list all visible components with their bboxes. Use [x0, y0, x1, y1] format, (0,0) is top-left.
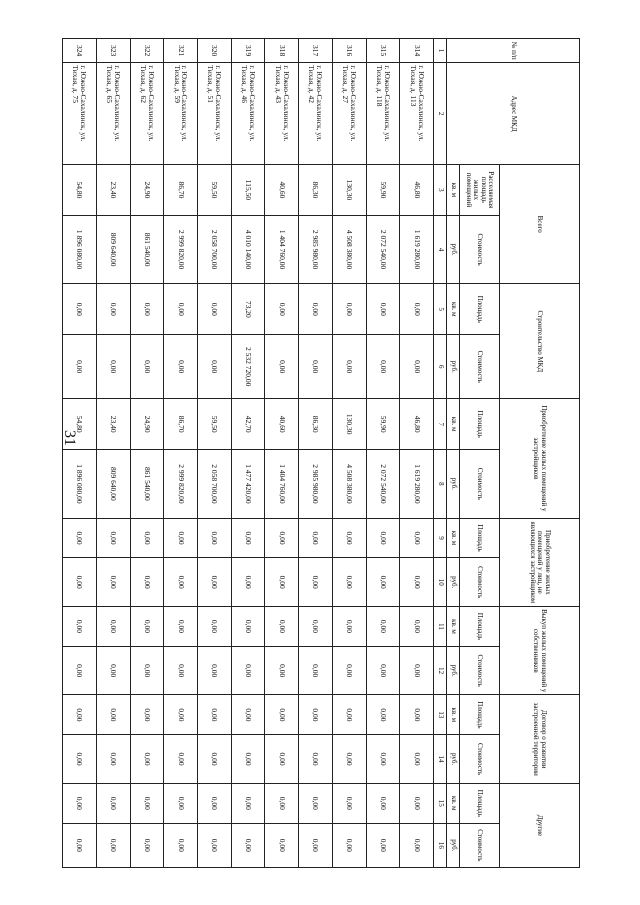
table-row: [400, 39, 434, 868]
other-area-cell: 0,00: [63, 783, 97, 823]
buyout-cost-cell: 0,00: [332, 646, 366, 695]
other-area-cell: 0,00: [366, 783, 400, 823]
row-number: 317: [299, 39, 333, 63]
unit-area: кв. м: [447, 518, 460, 558]
other-area-cell: 0,00: [265, 783, 299, 823]
column-number-row: [434, 39, 447, 868]
buyout-cost-cell: 0,00: [265, 646, 299, 695]
total-area-cell: 24,90: [130, 164, 164, 215]
row-number: 323: [96, 39, 130, 63]
other-area-cell: 0,00: [197, 783, 231, 823]
construction-cost-cell: 0,00: [366, 335, 400, 399]
dev-contract-cost-cell: 0,00: [400, 735, 434, 784]
table-row: [265, 39, 299, 868]
header-cost: Стоимость: [460, 646, 500, 695]
acquisition-cost-cell: 809 640,00: [96, 450, 130, 519]
table-row: [130, 39, 164, 868]
construction-cost-cell: 0,00: [299, 335, 333, 399]
acquisition-cost-cell: 2 072 540,00: [366, 450, 400, 519]
unit-area: кв. м: [447, 164, 460, 215]
header-cost: Стоимость: [460, 335, 500, 399]
other-cost-cell: 0,00: [130, 823, 164, 867]
header-address: Адрес МКД: [447, 63, 580, 165]
dev-contract-area-cell: 0,00: [96, 695, 130, 735]
construction-area-cell: 0,00: [197, 284, 231, 335]
other-cost-cell: 0,00: [197, 823, 231, 867]
other-cost-cell: 0,00: [63, 823, 97, 867]
buyout-cost-cell: 0,00: [63, 646, 97, 695]
other-area-cell: 0,00: [231, 783, 265, 823]
header-area: Площадь: [460, 783, 500, 823]
acquisition-area-cell: 40,60: [265, 399, 299, 450]
table-row: [332, 39, 366, 868]
total-area-cell: 59,50: [197, 164, 231, 215]
acq-non-dev-cost-cell: 0,00: [299, 558, 333, 607]
unit-area: кв. м: [447, 399, 460, 450]
other-cost-cell: 0,00: [299, 823, 333, 867]
total-cost-cell: 809 640,00: [96, 215, 130, 284]
construction-cost-cell: 0,00: [96, 335, 130, 399]
total-cost-cell: 2 999 820,00: [164, 215, 198, 284]
dev-contract-area-cell: 0,00: [231, 695, 265, 735]
buyout-area-cell: 0,00: [197, 607, 231, 647]
row-number: 314: [400, 39, 434, 63]
unit-cost: руб.: [447, 558, 460, 607]
other-cost-cell: 0,00: [96, 823, 130, 867]
buyout-area-cell: 0,00: [96, 607, 130, 647]
construction-area-cell: 0,00: [332, 284, 366, 335]
table-row: [366, 39, 400, 868]
header-area: Площадь: [460, 607, 500, 647]
table-row: [231, 39, 265, 868]
construction-cost-cell: 0,00: [400, 335, 434, 399]
acquisition-area-cell: 54,80: [63, 399, 97, 450]
buyout-area-cell: 0,00: [265, 607, 299, 647]
table-row: [164, 39, 198, 868]
acquisition-area-cell: 42,70: [231, 399, 265, 450]
acq-non-dev-area-cell: 0,00: [63, 518, 97, 558]
construction-area-cell: 0,00: [400, 284, 434, 335]
header-dev-contract: Договор о развитии застроенной территории: [500, 695, 580, 783]
table-row: [197, 39, 231, 868]
table-row: [96, 39, 130, 868]
address-cell: г. Южно-Сахалинск, ул. Тихая, д. 51: [197, 63, 231, 165]
acq-non-dev-area-cell: 0,00: [231, 518, 265, 558]
dev-contract-cost-cell: 0,00: [299, 735, 333, 784]
row-number: 322: [130, 39, 164, 63]
header-area: Площадь: [460, 284, 500, 335]
acq-non-dev-cost-cell: 0,00: [130, 558, 164, 607]
acq-non-dev-cost-cell: 0,00: [265, 558, 299, 607]
unit-cost: руб.: [447, 823, 460, 867]
row-number: 324: [63, 39, 97, 63]
page-number: 31: [61, 430, 78, 446]
total-area-cell: 130,30: [332, 164, 366, 215]
address-cell: г. Южно-Сахалинск, ул. Тихая, д. 46: [231, 63, 265, 165]
acq-non-dev-cost-cell: 0,00: [197, 558, 231, 607]
acq-non-dev-cost-cell: 0,00: [332, 558, 366, 607]
column-number: 10: [434, 558, 447, 607]
dev-contract-area-cell: 0,00: [130, 695, 164, 735]
acq-non-dev-cost-cell: 0,00: [96, 558, 130, 607]
header-buyout: Выкуп жилых помещений у собственников: [500, 607, 580, 695]
construction-area-cell: 0,00: [265, 284, 299, 335]
column-number: 13: [434, 695, 447, 735]
column-number: 2: [434, 63, 447, 165]
buyout-cost-cell: 0,00: [96, 646, 130, 695]
acq-non-dev-area-cell: 0,00: [265, 518, 299, 558]
other-area-cell: 0,00: [96, 783, 130, 823]
other-cost-cell: 0,00: [164, 823, 198, 867]
acq-non-dev-cost-cell: 0,00: [164, 558, 198, 607]
construction-cost-cell: 2 532 720,00: [231, 335, 265, 399]
acquisition-area-cell: 46,80: [400, 399, 434, 450]
total-cost-cell: 4 508 380,00: [332, 215, 366, 284]
acquisition-area-cell: 59,90: [366, 399, 400, 450]
row-number: 315: [366, 39, 400, 63]
other-cost-cell: 0,00: [366, 823, 400, 867]
acquisition-area-cell: 86,70: [164, 399, 198, 450]
total-cost-cell: 1 896 080,00: [63, 215, 97, 284]
total-cost-cell: 2 072 540,00: [366, 215, 400, 284]
acquisition-cost-cell: 2 985 980,00: [299, 450, 333, 519]
address-cell: г. Южно-Сахалинск, ул. Тихая, д. 59: [164, 63, 198, 165]
unit-cost: руб.: [447, 735, 460, 784]
header-total: Всего: [500, 164, 580, 283]
total-cost-cell: 4 010 140,00: [231, 215, 265, 284]
other-area-cell: 0,00: [400, 783, 434, 823]
dev-contract-area-cell: 0,00: [164, 695, 198, 735]
address-cell: г. Южно-Сахалинск, ул. Тихая, д. 27: [332, 63, 366, 165]
header-area-resettled: Расселяемая площадь жилых помещений: [460, 164, 500, 215]
header-construction: Строительство МКД: [500, 284, 580, 399]
acquisition-area-cell: 23,40: [96, 399, 130, 450]
rotated-table-container: [62, 38, 580, 868]
column-number: 9: [434, 518, 447, 558]
buyout-cost-cell: 0,00: [366, 646, 400, 695]
row-number: 320: [197, 39, 231, 63]
header-area: Площадь: [460, 518, 500, 558]
buyout-area-cell: 0,00: [231, 607, 265, 647]
buyout-cost-cell: 0,00: [400, 646, 434, 695]
row-number: 316: [332, 39, 366, 63]
construction-area-cell: 0,00: [164, 284, 198, 335]
header-cost: Стоимость: [460, 450, 500, 519]
acq-non-dev-area-cell: 0,00: [400, 518, 434, 558]
address-cell: г. Южно-Сахалинск, ул. Тихая, д. 75: [63, 63, 97, 165]
header-area: Площадь: [460, 695, 500, 735]
construction-area-cell: 0,00: [63, 284, 97, 335]
dev-contract-cost-cell: 0,00: [63, 735, 97, 784]
column-number: 5: [434, 284, 447, 335]
total-cost-cell: 1 619 280,00: [400, 215, 434, 284]
total-area-cell: 59,90: [366, 164, 400, 215]
construction-area-cell: 0,00: [130, 284, 164, 335]
header-cost: Стоимость: [460, 735, 500, 784]
acquisition-cost-cell: 1 619 280,00: [400, 450, 434, 519]
other-area-cell: 0,00: [332, 783, 366, 823]
unit-cost: руб.: [447, 646, 460, 695]
header-cost: Стоимость: [460, 823, 500, 867]
column-number: 3: [434, 164, 447, 215]
construction-cost-cell: 0,00: [332, 335, 366, 399]
acquisition-area-cell: 59,50: [197, 399, 231, 450]
buyout-area-cell: 0,00: [332, 607, 366, 647]
buyout-cost-cell: 0,00: [130, 646, 164, 695]
row-number: 319: [231, 39, 265, 63]
other-area-cell: 0,00: [299, 783, 333, 823]
header-cost: Стоимость: [460, 215, 500, 284]
dev-contract-cost-cell: 0,00: [197, 735, 231, 784]
acq-non-dev-area-cell: 0,00: [130, 518, 164, 558]
table-row: [63, 39, 97, 868]
column-number: 11: [434, 607, 447, 647]
dev-contract-cost-cell: 0,00: [96, 735, 130, 784]
dev-contract-cost-cell: 0,00: [164, 735, 198, 784]
column-number: 7: [434, 399, 447, 450]
row-number: 321: [164, 39, 198, 63]
unit-cost: руб.: [447, 450, 460, 519]
other-cost-cell: 0,00: [231, 823, 265, 867]
buyout-cost-cell: 0,00: [197, 646, 231, 695]
construction-area-cell: 0,00: [96, 284, 130, 335]
column-number: 15: [434, 783, 447, 823]
row-number: 318: [265, 39, 299, 63]
column-number: 14: [434, 735, 447, 784]
dev-contract-area-cell: 0,00: [366, 695, 400, 735]
construction-cost-cell: 0,00: [265, 335, 299, 399]
unit-cost: руб.: [447, 215, 460, 284]
acq-non-dev-area-cell: 0,00: [164, 518, 198, 558]
acquisition-area-cell: 130,30: [332, 399, 366, 450]
address-cell: г. Южно-Сахалинск, ул. Тихая, д. 42: [299, 63, 333, 165]
construction-cost-cell: 0,00: [63, 335, 97, 399]
total-area-cell: 86,70: [164, 164, 198, 215]
acq-non-dev-cost-cell: 0,00: [63, 558, 97, 607]
other-area-cell: 0,00: [130, 783, 164, 823]
other-cost-cell: 0,00: [265, 823, 299, 867]
dev-contract-cost-cell: 0,00: [265, 735, 299, 784]
total-cost-cell: 2 058 700,00: [197, 215, 231, 284]
total-area-cell: 86,30: [299, 164, 333, 215]
construction-cost-cell: 0,00: [130, 335, 164, 399]
acq-non-dev-cost-cell: 0,00: [231, 558, 265, 607]
column-number: 16: [434, 823, 447, 867]
total-cost-cell: 861 540,00: [130, 215, 164, 284]
construction-cost-cell: 0,00: [197, 335, 231, 399]
column-number: 12: [434, 646, 447, 695]
acquisition-cost-cell: 4 508 380,00: [332, 450, 366, 519]
buyout-area-cell: 0,00: [130, 607, 164, 647]
resettlement-table: [62, 38, 580, 868]
buyout-area-cell: 0,00: [299, 607, 333, 647]
total-area-cell: 115,50: [231, 164, 265, 215]
header-other: Другие: [500, 783, 580, 867]
address-cell: г. Южно-Сахалинск, ул. Тихая, д. 113: [400, 63, 434, 165]
other-area-cell: 0,00: [164, 783, 198, 823]
acquisition-cost-cell: 1 477 420,00: [231, 450, 265, 519]
construction-area-cell: 73,20: [231, 284, 265, 335]
address-cell: г. Южно-Сахалинск, ул. Тихая, д. 65: [96, 63, 130, 165]
acq-non-dev-area-cell: 0,00: [96, 518, 130, 558]
total-area-cell: 40,60: [265, 164, 299, 215]
table-row: [299, 39, 333, 868]
unit-area: кв. м: [447, 284, 460, 335]
header-area: Площадь: [460, 399, 500, 450]
acquisition-cost-cell: 2 058 700,00: [197, 450, 231, 519]
acquisition-cost-cell: 1 896 080,00: [63, 450, 97, 519]
construction-cost-cell: 0,00: [164, 335, 198, 399]
total-area-cell: 54,80: [63, 164, 97, 215]
buyout-area-cell: 0,00: [164, 607, 198, 647]
dev-contract-area-cell: 0,00: [332, 695, 366, 735]
dev-contract-area-cell: 0,00: [400, 695, 434, 735]
dev-contract-cost-cell: 0,00: [366, 735, 400, 784]
column-number: 6: [434, 335, 447, 399]
address-cell: г. Южно-Сахалинск, ул. Тихая, д. 62: [130, 63, 164, 165]
other-cost-cell: 0,00: [400, 823, 434, 867]
acq-non-dev-area-cell: 0,00: [197, 518, 231, 558]
buyout-cost-cell: 0,00: [299, 646, 333, 695]
total-cost-cell: 1 404 760,00: [265, 215, 299, 284]
acquisition-cost-cell: 2 999 820,00: [164, 450, 198, 519]
acq-non-dev-area-cell: 0,00: [299, 518, 333, 558]
buyout-cost-cell: 0,00: [231, 646, 265, 695]
header-no: № п/п: [447, 39, 580, 63]
dev-contract-cost-cell: 0,00: [130, 735, 164, 784]
unit-area: кв. м: [447, 783, 460, 823]
buyout-cost-cell: 0,00: [164, 646, 198, 695]
header-row-groups: [500, 39, 580, 868]
column-number: 8: [434, 450, 447, 519]
address-cell: г. Южно-Сахалинск, ул. Тихая, д. 118: [366, 63, 400, 165]
construction-area-cell: 0,00: [299, 284, 333, 335]
column-number: 1: [434, 39, 447, 63]
dev-contract-cost-cell: 0,00: [231, 735, 265, 784]
acq-non-dev-cost-cell: 0,00: [366, 558, 400, 607]
other-cost-cell: 0,00: [332, 823, 366, 867]
acquisition-area-cell: 24,90: [130, 399, 164, 450]
total-area-cell: 46,80: [400, 164, 434, 215]
unit-area: кв. м: [447, 695, 460, 735]
construction-area-cell: 0,00: [366, 284, 400, 335]
dev-contract-area-cell: 0,00: [265, 695, 299, 735]
table-body: [63, 39, 434, 868]
header-acquisition: Приобретение жилых помещений у застройщиков: [500, 399, 580, 518]
buyout-area-cell: 0,00: [63, 607, 97, 647]
acq-non-dev-area-cell: 0,00: [332, 518, 366, 558]
buyout-area-cell: 0,00: [400, 607, 434, 647]
total-area-cell: 23,40: [96, 164, 130, 215]
address-cell: г. Южно-Сахалинск, ул. Тихая, д. 43: [265, 63, 299, 165]
dev-contract-cost-cell: 0,00: [332, 735, 366, 784]
acquisition-cost-cell: 861 540,00: [130, 450, 164, 519]
header-acq-non-dev: Приобретение жилых помещений у лиц, не являющихся застройщиком: [500, 518, 580, 606]
acq-non-dev-cost-cell: 0,00: [400, 558, 434, 607]
dev-contract-area-cell: 0,00: [63, 695, 97, 735]
header-cost: Стоимость: [460, 558, 500, 607]
acquisition-area-cell: 86,30: [299, 399, 333, 450]
acquisition-cost-cell: 1 404 760,00: [265, 450, 299, 519]
unit-area: кв. м: [447, 607, 460, 647]
buyout-area-cell: 0,00: [366, 607, 400, 647]
unit-cost: руб.: [447, 335, 460, 399]
dev-contract-area-cell: 0,00: [197, 695, 231, 735]
dev-contract-area-cell: 0,00: [299, 695, 333, 735]
total-cost-cell: 2 985 980,00: [299, 215, 333, 284]
column-number: 4: [434, 215, 447, 284]
acq-non-dev-area-cell: 0,00: [366, 518, 400, 558]
